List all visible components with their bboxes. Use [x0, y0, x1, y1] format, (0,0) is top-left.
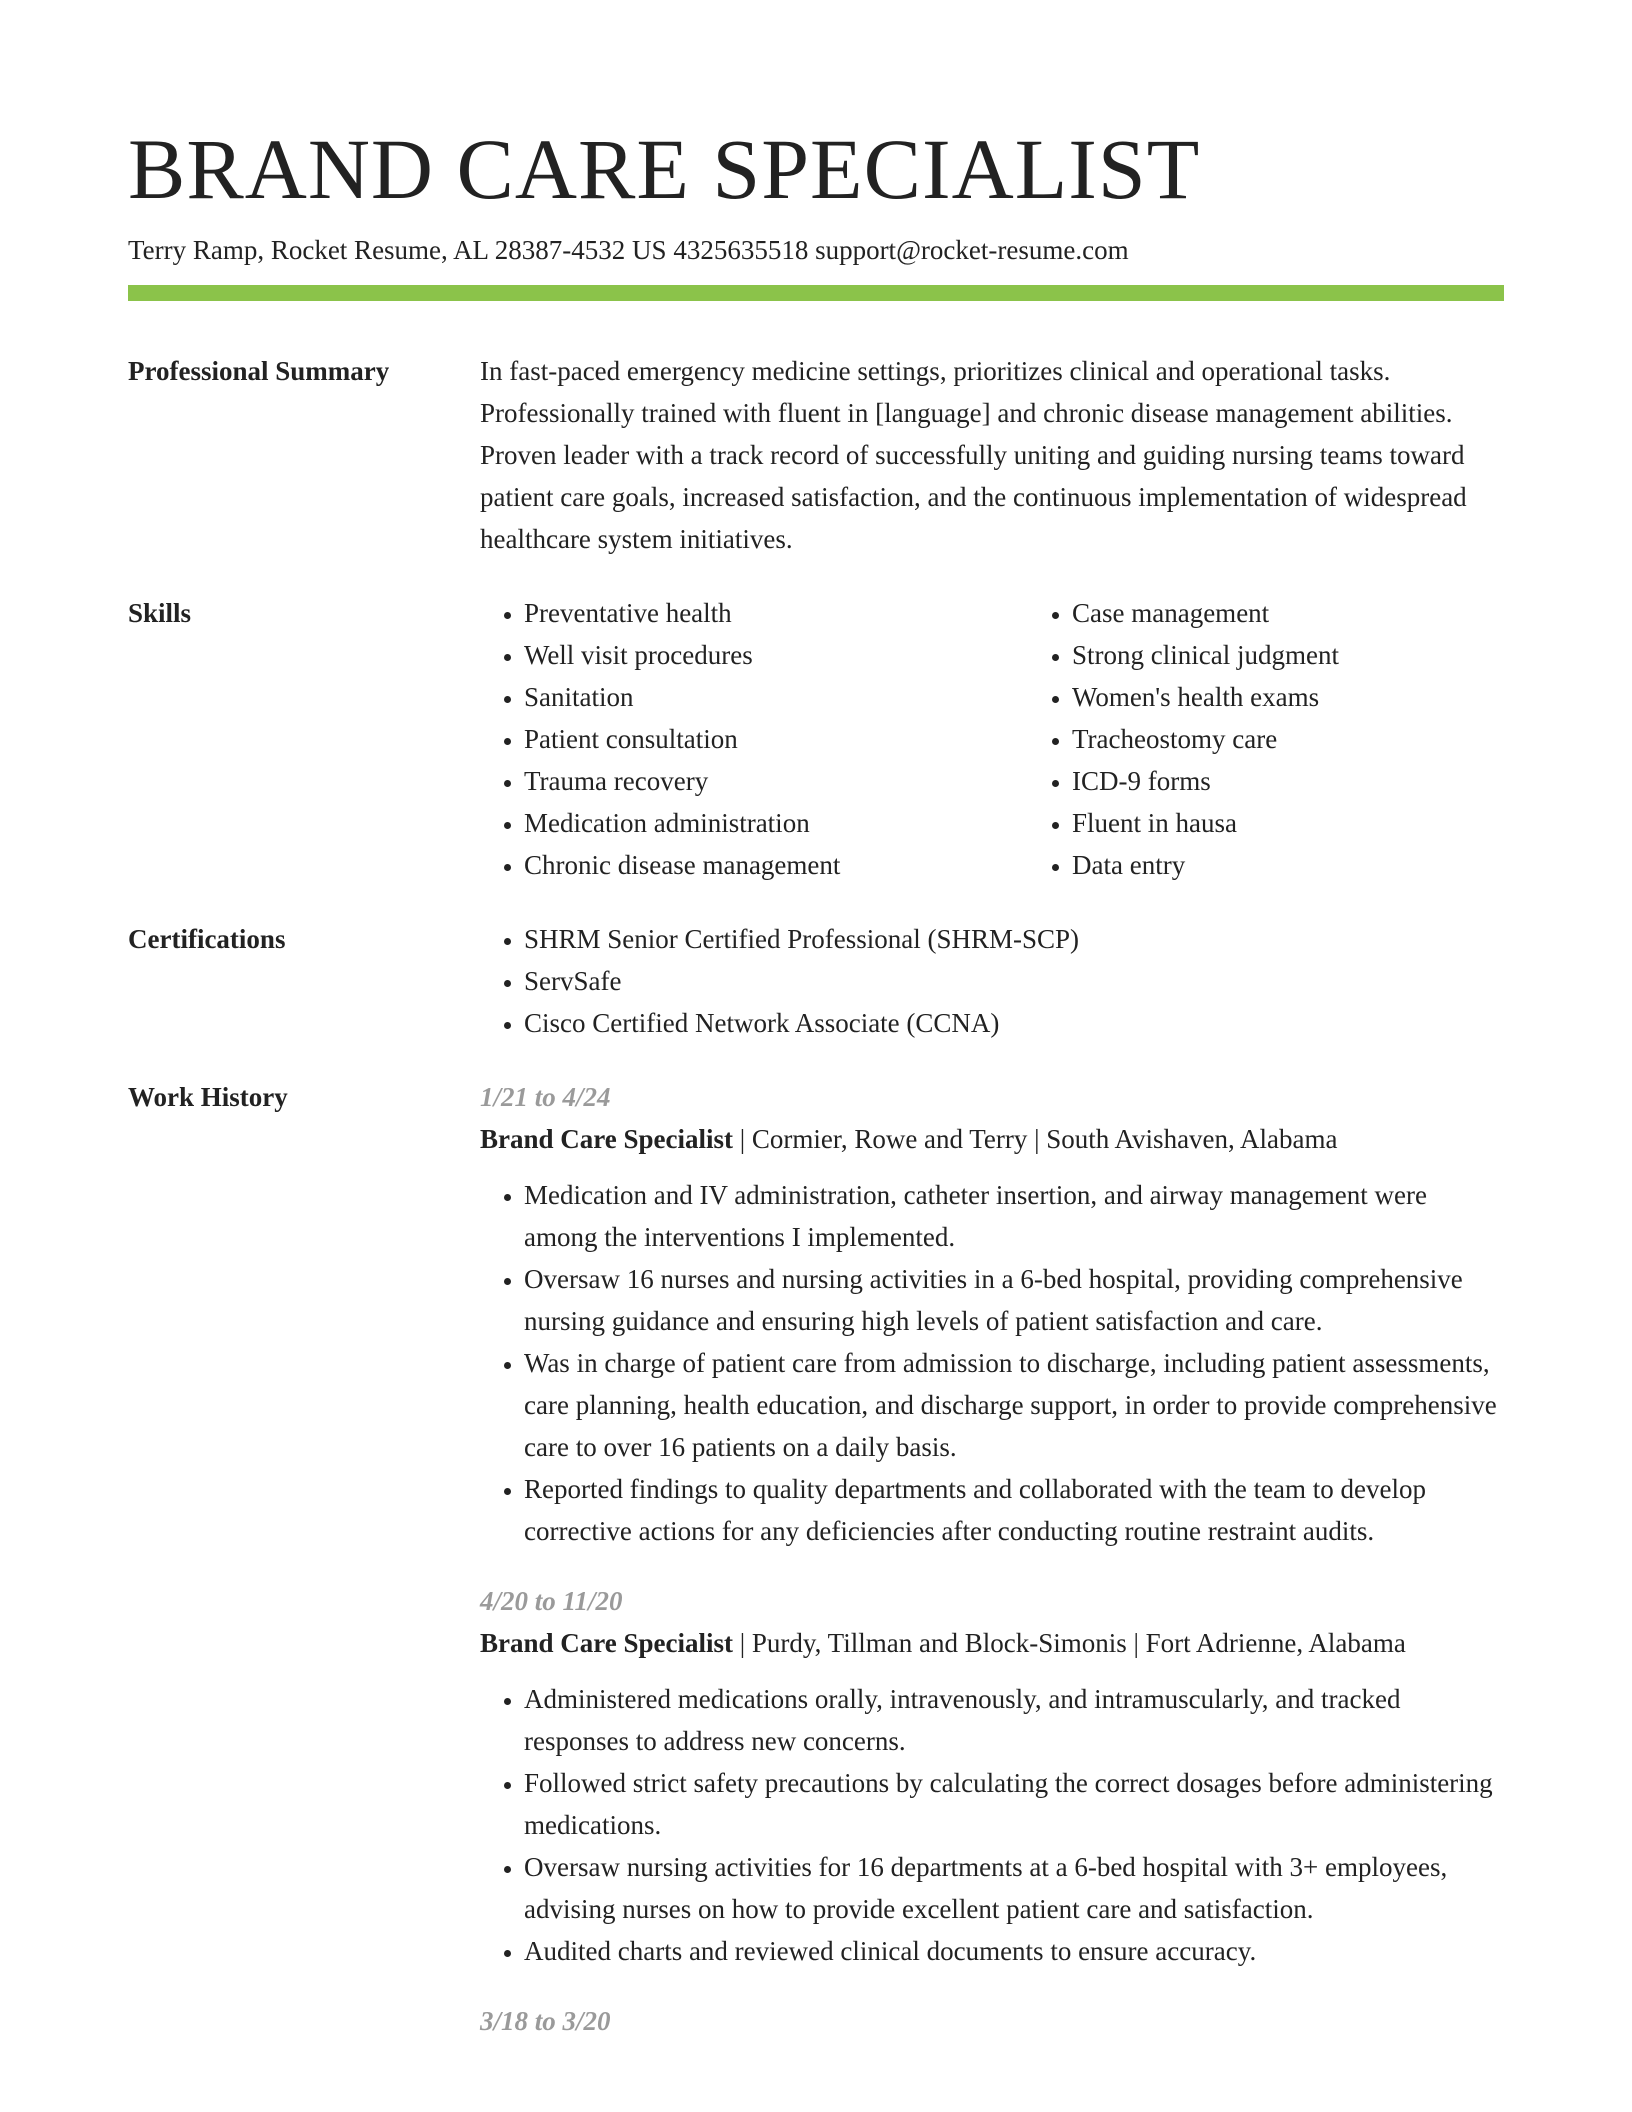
job-details: | Purdy, Tillman and Block-Simonis | Fort Adrienne, Alabama: [733, 1628, 1406, 1658]
skill-item: • Case management: [1072, 592, 1576, 634]
job-duty: • Followed strict safety precautions by calculating the correct dosages before administering medications.: [524, 1762, 1504, 1846]
job-entry: [480, 1580, 1504, 1972]
job-details: | Cormier, Rowe and Terry | South Avishaven, Alabama: [733, 1124, 1338, 1154]
certification-item: • ServSafe: [524, 960, 1504, 1002]
header-divider: [128, 285, 1504, 301]
job-dates: 4/20 to 11/20: [480, 1586, 623, 1616]
skill-item: • Fluent in hausa: [1072, 802, 1576, 844]
work-history-section: [128, 1076, 1504, 2070]
section-label-certifications: Certifications: [128, 924, 286, 954]
job-dates: 3/18 to 3/20: [480, 2006, 611, 2036]
certifications-list: [480, 918, 1504, 1044]
skill-item: • Chronic disease management: [524, 844, 1028, 886]
skill-item: • Medication administration: [524, 802, 1028, 844]
skills-grid: [480, 592, 1576, 886]
job-entry: [480, 1076, 1504, 1552]
contact-company: Rocket Resume,: [270, 235, 448, 265]
contact-line: [128, 232, 1129, 268]
skill-item: • Women's health exams: [1072, 676, 1576, 718]
summary-body: [480, 350, 1504, 592]
job-duty: • Reported findings to quality departments and collaborated with the team to develop corrective actions for any deficiencies after conducting routine restraint audits.: [524, 1468, 1504, 1552]
skills-list-left: [480, 592, 1028, 886]
contact-email: support@rocket-resume.com: [815, 235, 1129, 265]
job-duty: • Medication and IV administration, catheter insertion, and airway management were among the interventions I implemented.: [524, 1174, 1504, 1258]
job-duty: • Oversaw nursing activities for 16 departments at a 6-bed hospital with 3+ employees, advising nurses on how to provide excellent patient care and satisfaction.: [524, 1846, 1504, 1930]
skills-section: [128, 592, 1504, 918]
skill-item: • Sanitation: [524, 676, 1028, 718]
contact-country: US: [632, 235, 667, 265]
resume-sections: [128, 350, 1504, 2070]
job-entry: [480, 2000, 1504, 2042]
summary-text: In fast-paced emergency medicine settings, prioritizes clinical and operational tasks. Professionally trained with fluent in [language] and chronic disease management abilities. Proven leader with a track record of successfully uniting and guiding nursing teams toward patient care goals, increased satisfaction, and the continuous implementation of widespread healthcare system initiatives.: [480, 356, 1467, 554]
contact-phone: 4325635518: [673, 235, 809, 265]
certification-item: • Cisco Certified Network Associate (CCNA): [524, 1002, 1504, 1044]
resume-title: BRAND CARE SPECIALIST: [128, 121, 1201, 217]
skill-item: • Patient consultation: [524, 718, 1028, 760]
section-label-summary: Professional Summary: [128, 356, 390, 386]
skill-item: • Trauma recovery: [524, 760, 1028, 802]
contact-person: Terry Ramp,: [128, 235, 265, 265]
job-title: Brand Care Specialist: [480, 1628, 734, 1658]
certification-item: • SHRM Senior Certified Professional (SHRM-SCP): [524, 918, 1504, 960]
job-duty: • Oversaw 16 nurses and nursing activities in a 6-bed hospital, providing comprehensive nursing guidance and ensuring high levels of patient satisfaction and care.: [524, 1258, 1504, 1342]
job-heading: [480, 1118, 1504, 1160]
job-duty: • Administered medications orally, intravenously, and intramuscularly, and tracked responses to address new concerns.: [524, 1678, 1504, 1762]
skill-item: • ICD-9 forms: [1072, 760, 1576, 802]
job-duties-list: [480, 1174, 1504, 1552]
skill-item: • Tracheostomy care: [1072, 718, 1576, 760]
skill-item: • Well visit procedures: [524, 634, 1028, 676]
certifications-body: [480, 918, 1504, 1044]
skill-item: • Preventative health: [524, 592, 1028, 634]
skill-item: • Strong clinical judgment: [1072, 634, 1576, 676]
job-heading: [480, 1622, 1504, 1664]
skills-list-right: [1028, 592, 1576, 886]
contact-state-zip: AL 28387-4532: [453, 235, 626, 265]
work-history-body: [480, 1076, 1504, 2070]
section-label-work-history: Work History: [128, 1082, 288, 1112]
skill-item: • Data entry: [1072, 844, 1576, 886]
section-label-skills: Skills: [128, 598, 192, 628]
job-duty: • Was in charge of patient care from admission to discharge, including patient assessments, care planning, health education, and discharge support, in order to provide comprehensive care to over 16 patients on a daily basis.: [524, 1342, 1504, 1468]
job-duties-list: [480, 1678, 1504, 1972]
job-dates: 1/21 to 4/24: [480, 1082, 611, 1112]
job-title: Brand Care Specialist: [480, 1124, 734, 1154]
summary-section: [128, 350, 1504, 592]
job-duty: • Audited charts and reviewed clinical documents to ensure accuracy.: [524, 1930, 1504, 1972]
certifications-section: [128, 918, 1504, 1076]
